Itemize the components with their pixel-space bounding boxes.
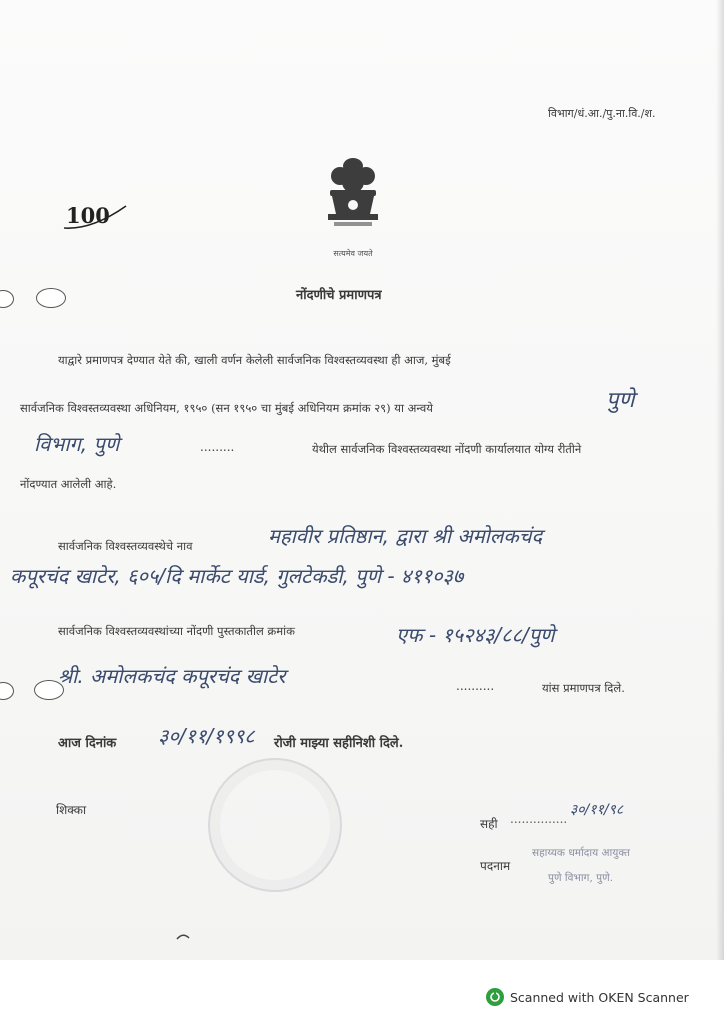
page-edge-shadow [716, 0, 724, 960]
handwritten-trust-address: कपूरचंद खाटेर, ६०५/दि मार्केट यार्ड, गुलटेकडी, पुणे - ४११०३७ [10, 564, 464, 588]
trust-name-label: सार्वजनिक विश्वस्तव्यवस्थेचे नाव [58, 539, 193, 553]
handwritten-division-city: विभाग, पुणे [34, 432, 120, 456]
reference-code: विभाग/धं.आ./पु.ना.वि./श. [548, 107, 656, 120]
scanner-watermark [486, 988, 689, 1006]
serial-number: 100 [66, 203, 110, 228]
seal-label: शिक्का [56, 803, 87, 817]
registration-number-label: सार्वजनिक विश्वस्तव्यवस्थांच्या नोंदणी पुस्तकातील क्रमांक [58, 624, 295, 638]
body-line-2: सार्वजनिक विश्वस्तव्यवस्था अधिनियम, १९५० (सन १९५० चा मुंबई अधिनियम क्रमांक २९) या अन्वये [20, 401, 433, 415]
issuer-suffix: यांस प्रमाणपत्र दिले. [542, 681, 625, 695]
signature-dots: ............... [510, 812, 568, 826]
national-emblem-icon [318, 152, 388, 264]
handwritten-trust-name: महावीर प्रतिष्ठान, द्वारा श्री अमोलकचंद [268, 524, 543, 548]
signature-label: सही [480, 817, 498, 831]
body-line-3: येथील सार्वजनिक विश्वस्तव्यवस्था नोंदणी कार्यालयात योग्य रीतीने [312, 442, 582, 456]
date-suffix: रोजी माझ्या सहीनिशी दिले. [274, 736, 404, 751]
serial-strike-mark [62, 202, 128, 232]
date-prefix: आज दिनांक [58, 736, 117, 751]
punch-hole [36, 288, 66, 308]
handwritten-registration-number: एफ - १५२४३/८८/पुणे [396, 623, 555, 647]
fill-dots: ......... [200, 440, 235, 454]
emblem-caption: सत्यमेव जयते [333, 249, 373, 258]
designation-stamp-line-1: सहाय्यक धर्मादाय आयुक्त [532, 847, 630, 859]
designation-label: पदनाम [480, 859, 511, 873]
handwritten-signature-date: ३०/११/९८ [570, 802, 624, 818]
handwritten-issuer-name: श्री. अमोलकचंद कपूरचंद खाटेर [58, 664, 286, 688]
body-line-1: याद्वारे प्रमाणपत्र देण्यात येते की, खाली वर्णन केलेली सार्वजनिक विश्वस्तव्यवस्था ही आज, मुंबई [58, 353, 451, 367]
certificate-title: नोंदणीचे प्रमाणपत्र [296, 288, 382, 303]
scanner-logo-icon [486, 988, 504, 1006]
ink-mark [176, 932, 190, 940]
designation-stamp-line-2: पुणे विभाग, पुणे. [548, 872, 614, 884]
office-seal-stamp [208, 758, 342, 892]
body-line-4: नोंदण्यात आलेली आहे. [20, 477, 117, 491]
fill-dots: .......... [456, 679, 495, 693]
handwritten-date: ३०/११/१९९८ [158, 724, 255, 748]
scanner-watermark-text: Scanned with OKEN Scanner [510, 989, 689, 1005]
handwritten-division: पुणे [606, 388, 635, 413]
